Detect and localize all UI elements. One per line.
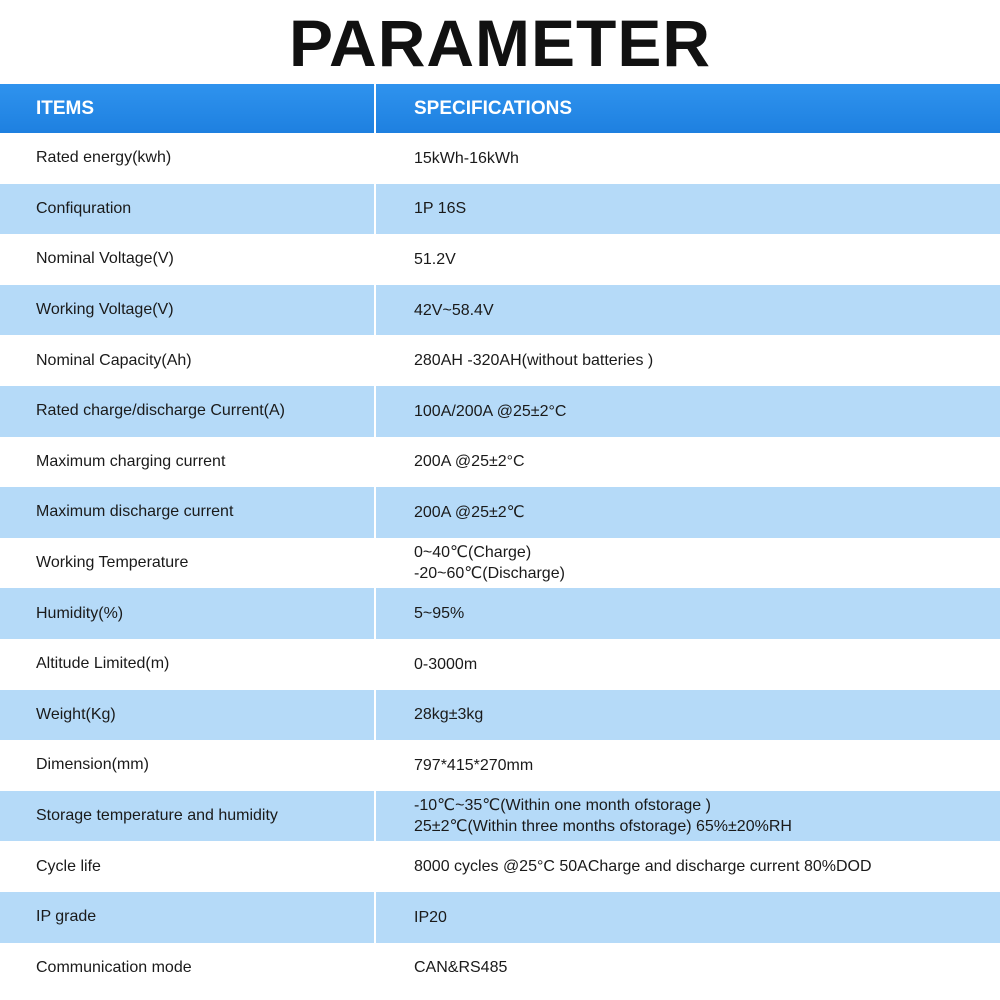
table-row — [0, 184, 1000, 235]
item-label: Storage temperature and humidity — [36, 807, 278, 825]
spec-value — [376, 639, 1000, 690]
item-label: Working Temperature — [36, 554, 189, 572]
spec-line: 28kg±3kg — [414, 706, 484, 724]
spec-line: 8000 cycles @25°C 50ACharge and discharge current 80%DOD — [414, 858, 872, 876]
spec-value — [376, 740, 1000, 791]
table-row — [0, 639, 1000, 690]
item-label: Maximum discharge current — [36, 503, 234, 521]
header-specifications: SPECIFICATIONS — [414, 97, 572, 119]
table-row — [0, 943, 1000, 994]
item-label: Cycle life — [36, 857, 101, 875]
item-label: Rated energy(kwh) — [36, 149, 172, 167]
spec-line: IP20 — [414, 908, 447, 926]
table-row — [0, 234, 1000, 285]
parameter-table — [0, 84, 1000, 993]
spec-line: 280AH -320AH(without batteries ) — [414, 352, 654, 370]
item-label: Humidity(%) — [36, 604, 124, 622]
table-row — [0, 335, 1000, 386]
spec-value — [376, 538, 1000, 589]
table-row — [0, 133, 1000, 184]
spec-value — [376, 943, 1000, 994]
table-row — [0, 437, 1000, 488]
spec-line: 0~40℃(Charge) — [414, 544, 532, 562]
table-row — [0, 487, 1000, 538]
spec-line: 200A @25±2°C — [414, 453, 525, 471]
page-title: PARAMETER — [288, 6, 712, 80]
table-header — [0, 84, 1000, 133]
item-label: Conﬁquration — [36, 199, 132, 217]
table-row — [0, 386, 1000, 437]
spec-value — [376, 386, 1000, 437]
item-label: Altitude Limited(m) — [36, 655, 170, 673]
spec-value — [376, 841, 1000, 892]
spec-value — [376, 234, 1000, 285]
spec-value — [376, 285, 1000, 336]
spec-line: 15kWh-16kWh — [414, 149, 519, 167]
spec-value — [376, 184, 1000, 235]
item-label: Weight(Kg) — [36, 705, 116, 723]
spec-value — [376, 588, 1000, 639]
spec-value — [376, 133, 1000, 184]
spec-line: CAN&RS485 — [414, 959, 508, 977]
item-label: Rated charge/discharge Current(A) — [36, 402, 286, 420]
table-row — [0, 892, 1000, 943]
spec-line: 797*415*270mm — [414, 756, 534, 774]
spec-value — [376, 791, 1000, 842]
item-label: Dimension(mm) — [36, 756, 149, 774]
spec-line: 51.2V — [414, 250, 456, 268]
spec-line: 100A/200A @25±2°C — [414, 402, 567, 420]
table-row — [0, 538, 1000, 589]
spec-line: 25±2℃(Within three months ofstorage) 65%±20%RH — [414, 818, 792, 836]
spec-line: 1P 16S — [414, 200, 467, 218]
table-row — [0, 740, 1000, 791]
item-label: Nominal Voltage(V) — [36, 250, 174, 268]
table-body — [0, 133, 1000, 993]
spec-line: 200A @25±2℃ — [414, 503, 525, 521]
spec-value — [376, 892, 1000, 943]
spec-value — [376, 437, 1000, 488]
header-items: ITEMS — [36, 97, 95, 119]
spec-line: 5~95% — [414, 605, 465, 623]
item-label: IP grade — [36, 908, 97, 926]
table-row — [0, 690, 1000, 741]
item-label: Maximum charging current — [36, 452, 226, 470]
table-row — [0, 841, 1000, 892]
item-label: Working Voltage(V) — [36, 301, 174, 319]
table-row — [0, 588, 1000, 639]
spec-value — [376, 690, 1000, 741]
table-row — [0, 791, 1000, 842]
item-label: Communication mode — [36, 958, 192, 976]
spec-line: 42V~58.4V — [414, 301, 494, 319]
spec-line: 0-3000m — [414, 655, 478, 673]
spec-line: -20~60℃(Discharge) — [414, 565, 565, 583]
spec-value — [376, 487, 1000, 538]
table-row — [0, 285, 1000, 336]
spec-line: -10℃~35℃(Within one month ofstorage ) — [414, 797, 711, 815]
item-label: Nominal Capacity(Ah) — [36, 351, 192, 369]
spec-value — [376, 335, 1000, 386]
